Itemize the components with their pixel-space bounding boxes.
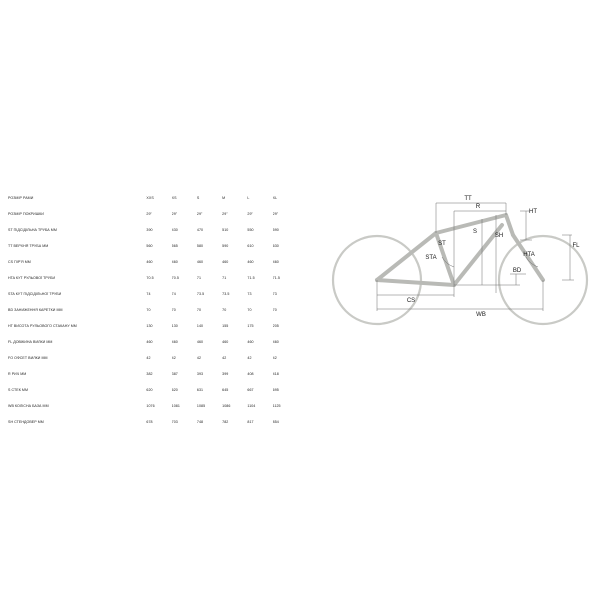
cell-value: 430	[171, 228, 178, 232]
cell-value: 667	[247, 388, 254, 392]
fl-label: FL	[572, 243, 580, 249]
cell-value: 470	[196, 228, 204, 232]
cell-value: 817	[247, 420, 254, 424]
cell-value: 1125	[272, 404, 281, 408]
cell-value: 510	[222, 228, 229, 232]
table-row	[8, 382, 298, 398]
cell-value: 610	[247, 244, 254, 248]
cell-value: 460	[171, 340, 178, 344]
r-label: R	[475, 204, 481, 210]
cell-value: 29"	[196, 212, 203, 216]
cell-value: 460	[222, 340, 229, 344]
cell-value: 460	[196, 260, 204, 264]
cell-value: 70	[171, 308, 176, 312]
cell-value: 418	[272, 372, 279, 376]
table-row	[8, 302, 298, 318]
cell-value: 29"	[171, 212, 178, 216]
table-row	[8, 414, 298, 430]
cell-value: 70	[247, 308, 252, 312]
cell-value: XXS	[146, 196, 154, 200]
row-label: STA КУТ ПІДСІДІЛЬНОЇ ТРУБИ	[8, 292, 62, 296]
cell-value: 42	[247, 356, 252, 360]
cell-value: 70.5	[171, 276, 179, 280]
geometry-table-container	[8, 190, 298, 430]
cell-value: 387	[171, 372, 178, 376]
cell-value: 460	[146, 340, 153, 344]
cell-value: 71	[222, 276, 227, 280]
cell-value: 1085	[196, 404, 206, 408]
cell-value: 390	[146, 228, 153, 232]
cell-value: 695	[272, 388, 279, 392]
cell-value: 73.5	[222, 292, 230, 296]
cell-value: 630	[272, 244, 279, 248]
table-row	[8, 350, 298, 366]
row-label: SH СТЕНДОВЕР ММ	[8, 420, 44, 424]
cell-value: 854	[272, 420, 279, 424]
cell-value: 460	[222, 260, 229, 264]
cell-value: 748	[196, 420, 204, 424]
row-label: S СТЕК ММ	[8, 388, 28, 392]
cell-value: 560	[146, 244, 153, 248]
cell-value: S	[196, 196, 200, 200]
cell-value: 565	[171, 244, 178, 248]
cell-value: 42	[222, 356, 227, 360]
table-row	[8, 334, 298, 350]
cell-value: 70	[196, 308, 202, 312]
tt-label: TT	[464, 196, 472, 202]
table-row	[8, 398, 298, 414]
cell-value: 70.5	[146, 276, 154, 280]
cell-value: 42	[196, 356, 202, 360]
wb-label: WB	[476, 312, 486, 318]
row-label: WB КОЛІСНА БАЗА ММ	[8, 404, 49, 408]
cell-value: 1104	[247, 404, 256, 408]
st-label: ST	[438, 241, 446, 247]
bd-label: BD	[512, 268, 522, 274]
cell-value: 1076	[146, 404, 155, 408]
table-row	[8, 318, 298, 334]
cell-value: 130	[146, 324, 153, 328]
cell-value: 70	[222, 308, 227, 312]
cell-value: 580	[196, 244, 204, 248]
row-label: CS ПІР'Я ММ	[8, 260, 31, 264]
cell-value: 460	[146, 260, 153, 264]
cell-value: 382	[146, 372, 153, 376]
table-row	[8, 286, 298, 302]
cell-value: 620	[171, 388, 178, 392]
row-label: РОЗМІР РАМИ	[8, 196, 34, 200]
table-row	[8, 206, 298, 222]
cs-label: CS	[406, 298, 416, 304]
row-label: TT ВЕРХНЯ ТРУБА ММ	[8, 244, 49, 248]
cell-value: 29"	[247, 212, 253, 216]
cell-value: 175	[247, 324, 254, 328]
cell-value: 1081	[171, 404, 180, 408]
table-row	[8, 190, 298, 206]
sta-label: STA	[425, 255, 437, 261]
cell-value: 460	[247, 340, 254, 344]
cell-value: 71	[196, 276, 202, 280]
row-label: ST ПІДСІДІЛЬНА ТРУБА ММ	[8, 228, 57, 232]
cell-value: 645	[222, 388, 229, 392]
cell-value: 71.5	[272, 276, 280, 280]
ht-label: HT	[529, 209, 537, 215]
row-label: FL ДОВЖИНА ВИЛКИ ММ	[8, 340, 53, 344]
cell-value: M	[222, 196, 226, 200]
table-row	[8, 238, 298, 254]
row-label: R РИЧ ММ	[8, 372, 27, 376]
cell-value: 460	[171, 260, 178, 264]
cell-value: 460	[247, 260, 254, 264]
row-label: BD ЗАНИЖЕННЯ КАРЕТКИ ММ	[8, 308, 63, 312]
diagram-labels	[407, 196, 580, 318]
cell-value: 393	[196, 372, 204, 376]
cell-value: 42	[171, 356, 176, 360]
cell-value: 620	[146, 388, 153, 392]
frame-geometry-diagram	[330, 185, 592, 330]
cell-value: 71.5	[247, 276, 255, 280]
cell-value: 70	[146, 308, 151, 312]
cell-value: 73	[247, 292, 252, 296]
cell-value: 460	[272, 260, 279, 264]
sh-label: SH	[494, 233, 504, 239]
cell-value: 408	[247, 372, 254, 376]
cell-value: 42	[272, 356, 277, 360]
cell-value: 130	[171, 324, 178, 328]
cell-value: 29"	[146, 212, 152, 216]
cell-value: 70	[272, 308, 277, 312]
cell-value: 590	[222, 244, 229, 248]
cell-value: XS	[171, 196, 177, 200]
table-row	[8, 254, 298, 270]
row-label: РОЗМІР ПОКРИШКИ	[8, 212, 44, 216]
frame-tubes	[377, 215, 543, 285]
cell-value: 782	[222, 420, 229, 424]
cell-value: 703	[171, 420, 178, 424]
cell-value: 140	[196, 324, 204, 328]
cell-value: 29"	[272, 212, 279, 216]
cell-value: 74	[146, 292, 151, 296]
cell-value: 460	[272, 340, 279, 344]
table-row	[8, 270, 298, 286]
cell-value: 155	[222, 324, 229, 328]
cell-value: 460	[196, 340, 204, 344]
cell-value: XL	[272, 196, 278, 200]
cell-value: 74	[171, 292, 176, 296]
cell-value: 205	[272, 324, 279, 328]
geometry-table	[8, 190, 298, 430]
cell-value: 590	[272, 228, 279, 232]
cell-value: 73.5	[196, 292, 205, 296]
cell-value: 678	[146, 420, 153, 424]
cell-value: 29"	[222, 212, 228, 216]
table-row	[8, 366, 298, 382]
table-row	[8, 222, 298, 238]
cell-value: L	[247, 196, 250, 200]
hta-label: HTA	[523, 252, 535, 258]
cell-value: 550	[247, 228, 254, 232]
cell-value: 631	[196, 388, 204, 392]
row-label: HT ВИСОТА РУЛЬОВОГО СТАКАНУ ММ	[8, 324, 77, 328]
cell-value: 42	[146, 356, 151, 360]
s-label: S	[472, 229, 478, 235]
cell-value: 73	[272, 292, 277, 296]
row-label: HTA КУТ РУЛЬОВОЇ ТРУБИ	[8, 276, 56, 280]
cell-value: 399	[222, 372, 229, 376]
cell-value: 1086	[222, 404, 231, 408]
row-label: FO ОФСЕТ ВИЛКИ ММ	[8, 356, 48, 360]
